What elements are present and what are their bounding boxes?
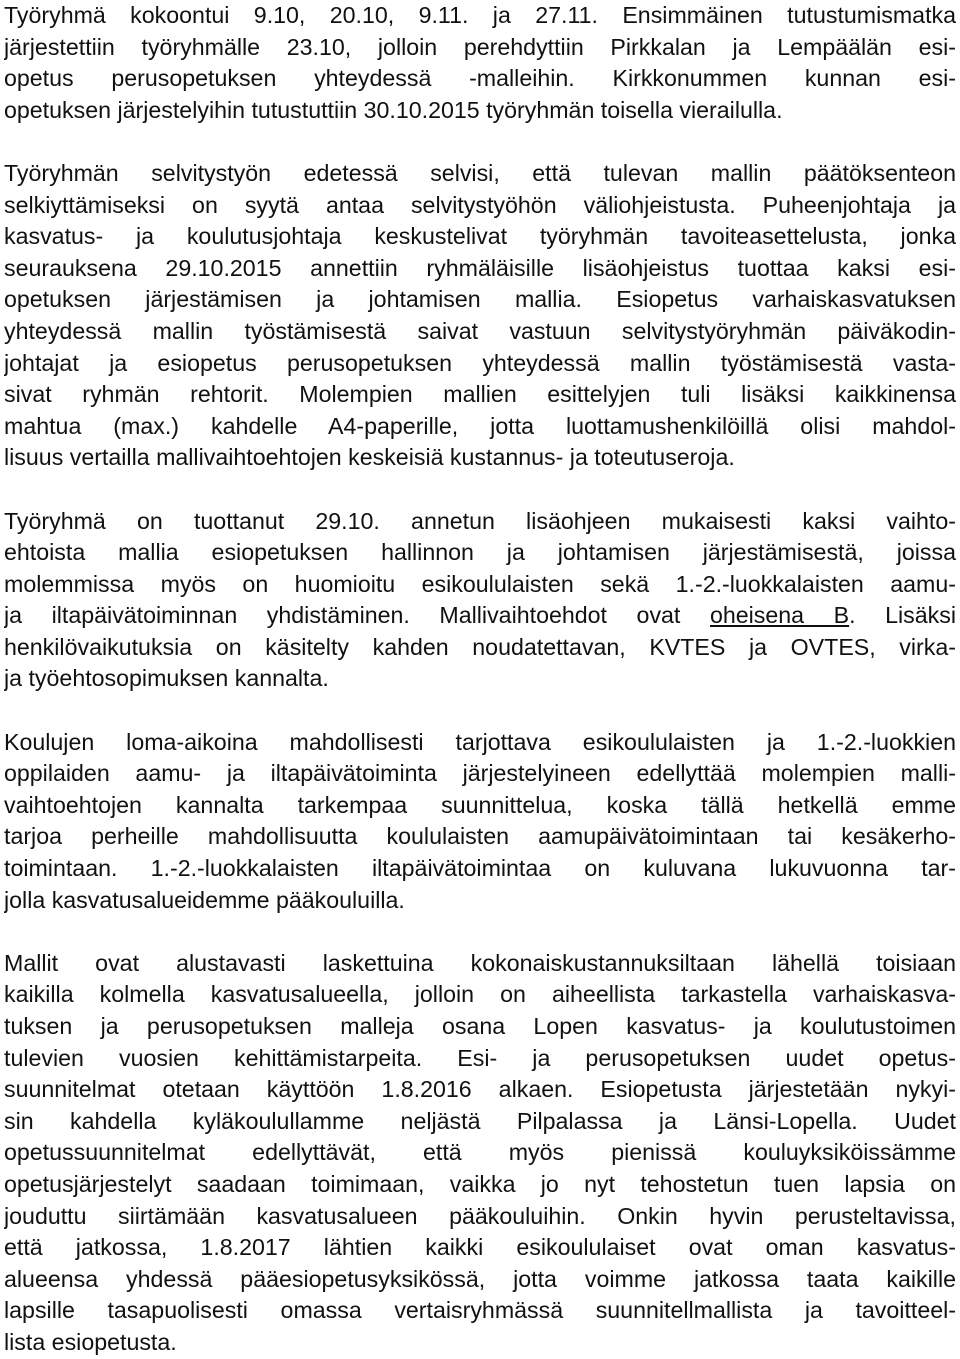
text-line: suunnitelmat otetaan käyttöön 1.8.2016 alkaen. Esiopetusta järjestetään nykyi- — [4, 1076, 956, 1103]
text-line: tarjoa perheille mahdollisuutta koululaisten aamupäivätoimintaan tai kesäkerho- — [4, 823, 956, 850]
text-line: Työryhmän selvitystyön edetessä selvisi, että tulevan mallin päätöksenteon — [4, 159, 956, 186]
document-page — [4, 0, 956, 1359]
text-line: lisuus vertailla mallivaihtoehtojen keskeisiä kustannus- ja toteutuseroja. — [4, 444, 735, 471]
text-line: opetuksen järjestämisen ja johtamisen mallia. Esiopetus varhaiskasvatuksen — [4, 286, 956, 313]
text-line: seurauksena 29.10.2015 annettiin ryhmäläisille lisäohjeistus tuottaa kaksi esi- — [4, 254, 956, 281]
text-line: lapsille tasapuolisesti omassa vertaisryhmässä suunnitellmallista ja tavoitteel- — [4, 1297, 956, 1324]
text-line-with-link — [4, 600, 956, 632]
text-line: molemmissa myös on huomioitu esikoululaisten sekä 1.-2.-luokkalaisten aamu- — [4, 570, 956, 597]
text-line: selkiyttämiseksi on syytä antaa selvitystyöhön väliohjeistusta. Puheenjohtaja ja — [4, 191, 956, 218]
text-segment: ja iltapäivätoiminnan yhdistäminen. Mallivaihtoehdot ovat — [4, 602, 710, 629]
text-line: kasvatus- ja koulutusjohtaja keskustelivat työryhmän tavoiteasettelusta, jonka — [4, 223, 956, 250]
text-line: Mallit ovat alustavasti laskettuina kokonaiskustannuksiltaan lähellä toisiaan — [4, 949, 956, 976]
text-line: opetus perusopetuksen yhteydessä -malleihin. Kirkkonummen kunnan esi- — [4, 65, 956, 92]
text-line: alueensa yhdessä pääesiopetusyksikössä, jotta voimme jatkossa taata kaikille — [4, 1265, 956, 1292]
text-line: jouduttu siirtämään kasvatusalueen pääkouluihin. Onkin hyvin perusteltavissa, — [4, 1202, 956, 1229]
text-line: kaikilla kolmella kasvatusalueella, jolloin on aiheellista tarkastella varhaiskasva- — [4, 981, 956, 1008]
text-line: järjestettiin työryhmälle 23.10, jolloin perehdyttiin Pirkkalan ja Lempäälän esi- — [4, 33, 956, 60]
text-line: henkilövaikutuksia on käsitelty kahden noudatettavan, KVTES ja OVTES, virka- — [4, 633, 956, 660]
text-line: Koulujen loma-aikoina mahdollisesti tarjottava esikoululaisten ja 1.-2.-luokkien — [4, 728, 956, 755]
text-segment: . Lisäksi — [849, 602, 956, 629]
text-line: sin kahdella kyläkoulullamme neljästä Pilpalassa ja Länsi-Lopella. Uudet — [4, 1107, 956, 1134]
text-line: ja työehtosopimuksen kannalta. — [4, 665, 329, 692]
text-line: opetuksen järjestelyihin tutustuttiin 30.10.2015 työryhmän toisella vierailulla. — [4, 96, 783, 123]
text-line: opetussuunnitelmat edellyttävät, että myös pienissä kouluyksiköissämme — [4, 1139, 956, 1166]
paragraph-meetings — [4, 0, 956, 126]
text-line: toimintaan. 1.-2.-luokkalaisten iltapäivätoimintaa on kuluvana lukuvuonna tar- — [4, 855, 956, 882]
text-line: että jatkossa, 1.8.2017 lähtien kaikki esikoululaiset ovat oman kasvatus- — [4, 1234, 956, 1261]
text-line: opetusjärjestelyt saadaan toimimaan, vaikka jo nyt tehostetun tuen lapsia on — [4, 1170, 956, 1197]
paragraph-models-produced — [4, 506, 956, 696]
text-line: lista esiopetusta. — [4, 1328, 177, 1355]
text-line: jolla kasvatusalueidemme pääkouluilla. — [4, 886, 405, 913]
text-line: yhteydessä mallin työstämisestä saivat vastuun selvitystyöryhmän päiväkodin- — [4, 317, 956, 344]
text-line: tuksen ja perusopetuksen malleja osana Lopen kasvatus- ja koulutustoimen — [4, 1013, 956, 1039]
paragraph-holiday-activities — [4, 727, 956, 917]
text-line: johtajat ja esiopetus perusopetuksen yhteydessä mallin työstämisestä vasta- — [4, 349, 956, 376]
text-line: ehtoista mallia esiopetuksen hallinnon ja johtamisen järjestämisestä, joissa — [4, 539, 956, 566]
text-line: Työryhmä kokoontui 9.10, 20.10, 9.11. ja 27.11. Ensimmäinen tutustumismatka — [4, 2, 956, 28]
text-line: Työryhmä on tuottanut 29.10. annetun lisäohjeen mukaisesti kaksi vaihto- — [4, 507, 956, 534]
paragraph-interim-guidance — [4, 158, 956, 474]
text-line: vaihtoehtojen kannalta tarkempaa suunnittelua, koska tällä hetkellä emme — [4, 791, 956, 818]
text-line: oppilaiden aamu- ja iltapäivätoiminta järjestelyineen edellyttää molempien malli- — [4, 760, 956, 787]
attachment-b-link[interactable]: oheisena B — [709, 602, 850, 629]
text-line: sivat ryhmän rehtorit. Molempien mallien esittelyjen tuli lisäksi kaikkinensa — [4, 381, 956, 408]
text-line: tulevien vuosien kehittämistarpeita. Esi- ja perusopetuksen uudet opetus- — [4, 1044, 956, 1071]
paragraph-cost-and-curriculum — [4, 948, 956, 1359]
text-line: mahtua (max.) kahdelle A4-paperille, jotta luottamushenkilöillä olisi mahdol- — [4, 412, 956, 439]
